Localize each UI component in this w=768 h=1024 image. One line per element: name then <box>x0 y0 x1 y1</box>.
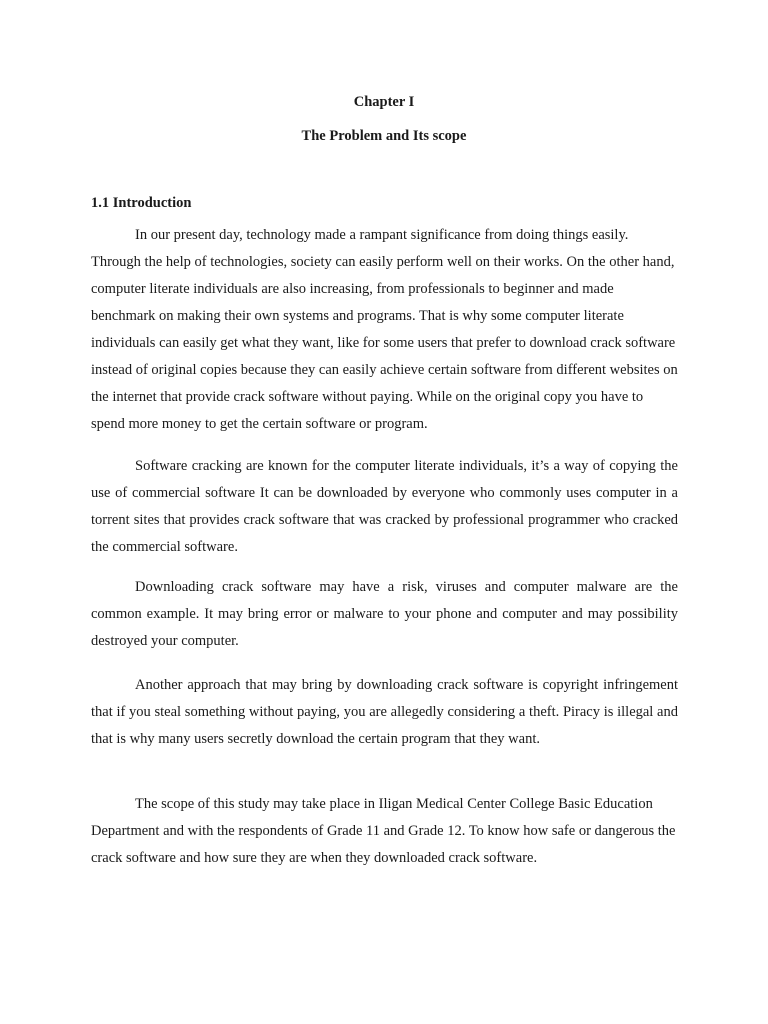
paragraph-introduction: In our present day, technology made a rampant significance from doing things easily. Through the help of technologies, society can easily perform well on their works. On the other hand, computer literate individuals are also increasing, from professionals to beginner and made benchmark on making their own systems and programs. That is why some computer literate individuals can easily get what they want, like for some users that prefer to download crack software instead of original copies because they can easily achieve certain software from different websites on the internet that provide crack software without paying. While on the original copy you have to spend more money to get the certain software or program. <box>91 227 678 432</box>
chapter-subtitle: The Problem and Its scope <box>301 128 467 144</box>
paragraph-risks: Downloading crack software may have a risk, viruses and computer malware are the common example. It may bring error or malware to your phone and computer and may possibility destroyed your computer. <box>91 579 678 649</box>
paragraph-software-cracking: Software cracking are known for the computer literate individuals, it’s a way of copying the use of commercial software It can be downloaded by everyone who commonly uses computer in a torrent sites that provides crack software that was cracked by professional programmer who cracked the commercial software. <box>91 458 678 555</box>
paragraph-scope: The scope of this study may take place in Iligan Medical Center College Basic Education Department and with the respondents of Grade 11 and Grade 12. To know how safe or dangerous the crack software and how sure they are when they downloaded crack software. <box>91 796 676 866</box>
section-heading: 1.1 Introduction <box>91 195 192 211</box>
paragraph-copyright: Another approach that may bring by downloading crack software is copyright infringement that if you steal something without paying, you are allegedly considering a theft. Piracy is illegal and that is why many users secretly download the certain program that they want. <box>91 677 678 747</box>
chapter-title: Chapter I <box>353 94 415 110</box>
